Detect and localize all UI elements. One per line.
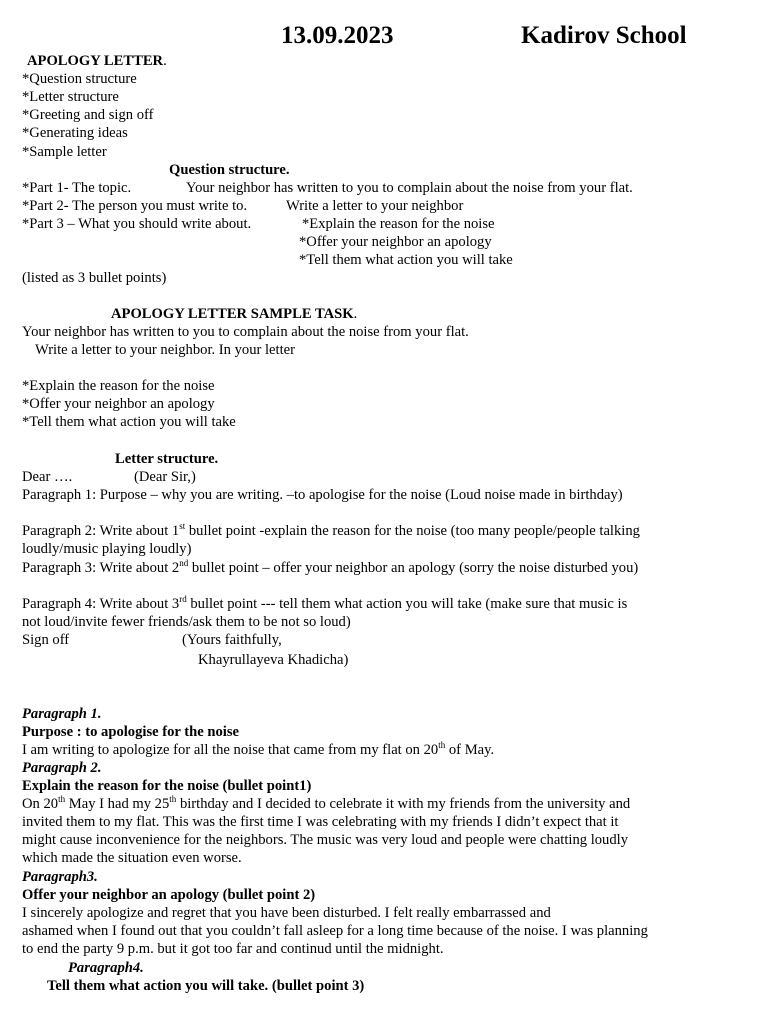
part2-text: Write a letter to your neighbor [286,198,464,214]
document-date: 13.09.2023 [281,22,394,49]
paragraph-2-line: invited them to my flat. This was the first time I was celebrating with my friends I didn’t expect that it [22,814,619,830]
paragraph-1-text [22,741,494,759]
ordinal-suffix: st [179,521,186,532]
paragraph-4-label: Paragraph4. [68,960,144,976]
part2-label: *Part 2- The person you must write to. [22,198,248,214]
part3-bullet: *Offer your neighbor an apology [299,234,492,250]
structure-paragraph-3 [22,559,638,577]
structure-paragraph-2-cont: loudly/music playing loudly) [22,541,192,557]
sample-task-line: Your neighbor has written to you to complain about the noise from your flat. [22,324,469,340]
letter-text: birthday and I decided to celebrate it with my friends from the university and [176,796,631,812]
sign-off-label: Sign off [22,632,70,648]
sample-task-line: Write a letter to your neighbor. In your letter [35,342,295,358]
ordinal-suffix: rd [179,594,187,605]
structure-paragraph-2 [22,522,640,540]
ordinal-suffix: th [169,794,177,805]
letter-structure-heading: Letter structure. [115,451,219,467]
paragraph-2-line: which made the situation even worse. [22,850,242,866]
letter-text: I am writing to apologize for all the noise that came from my flat on 20 [22,742,439,758]
sample-task-bullet: *Explain the reason for the noise [22,378,215,394]
topic-item: *Letter structure [22,89,119,105]
structure-paragraph-1: Paragraph 1: Purpose – why you are writing. –to apologise for the noise (Loud noise made in birthday) [22,487,623,503]
structure-text: bullet point --- tell them what action you will take (make sure that music is [186,596,628,612]
topic-item: *Sample letter [22,144,107,160]
part3-bullet: *Explain the reason for the noise [302,216,495,232]
dear-example: (Dear Sir,) [134,469,196,485]
part3-label: *Part 3 – What you should write about. [22,216,252,232]
paragraph-1-purpose: Purpose : to apologise for the noise [22,724,240,740]
paragraph-1-label: Paragraph 1. [22,706,102,722]
letter-text: May I had my 25 [65,796,170,812]
topic-item: *Greeting and sign off [22,107,154,123]
paragraph-3-line: to end the party 9 p.m. but it got too far and continud until the midnight. [22,941,444,957]
bullet-points-note: (listed as 3 bullet points) [22,270,167,286]
sample-task-heading-dot: . [353,306,358,322]
structure-text: Paragraph 2: Write about 1 [22,523,180,539]
question-structure-heading: Question structure. [169,162,290,178]
document-title [27,52,167,70]
part1-label: *Part 1- The topic. [22,180,132,196]
ordinal-suffix: nd [179,558,189,569]
paragraph-4-heading: Tell them what action you will take. (bullet point 3) [47,978,365,994]
sample-task-heading [111,305,357,323]
signature: Khayrullayeva Khadicha) [198,652,349,668]
sign-off-example: (Yours faithfully, [182,632,282,648]
paragraph-2-line [22,795,630,813]
part1-text: Your neighbor has written to you to complain about the noise from your flat. [186,180,633,196]
ordinal-suffix: th [58,794,66,805]
paragraph-2-label: Paragraph 2. [22,760,102,776]
structure-paragraph-4 [22,595,627,613]
structure-text: bullet point – offer your neighbor an apology (sorry the noise disturbed you) [188,560,639,576]
paragraph-3-line: I sincerely apologize and regret that you have been disturbed. I felt really embarrassed and [22,905,551,921]
sample-task-bullet: *Offer your neighbor an apology [22,396,215,412]
title-dot: . [163,53,167,69]
school-name: Kadirov School [521,22,687,49]
part3-bullet: *Tell them what action you will take [299,252,513,268]
structure-text: Paragraph 3: Write about 2 [22,560,180,576]
paragraph-3-heading: Offer your neighbor an apology (bullet point 2) [22,887,316,903]
paragraph-3-label: Paragraph3. [22,869,98,885]
paragraph-2-heading: Explain the reason for the noise (bullet point1) [22,778,312,794]
ordinal-suffix: th [438,740,446,751]
sample-task-heading-text: APOLOGY LETTER SAMPLE TASK [111,306,354,322]
topic-item: *Generating ideas [22,125,128,141]
letter-text: of May. [445,742,495,758]
topic-item: *Question structure [22,71,137,87]
structure-paragraph-4-cont: not loud/invite fewer friends/ask them to be not so loud) [22,614,351,630]
title-text: APOLOGY LETTER [27,53,164,69]
dear-label: Dear …. [22,469,73,485]
structure-text: bullet point -explain the reason for the noise (too many people/people talking [185,523,640,539]
structure-text: Paragraph 4: Write about 3 [22,596,180,612]
paragraph-2-line: might cause inconvenience for the neighbors. The music was very loud and people were chatting loudly [22,832,629,848]
sample-task-bullet: *Tell them what action you will take [22,414,236,430]
letter-text: On 20 [22,796,59,812]
paragraph-3-line: ashamed when I found out that you couldn’t fall asleep for a long time because of the noise. I was planning [22,923,648,939]
